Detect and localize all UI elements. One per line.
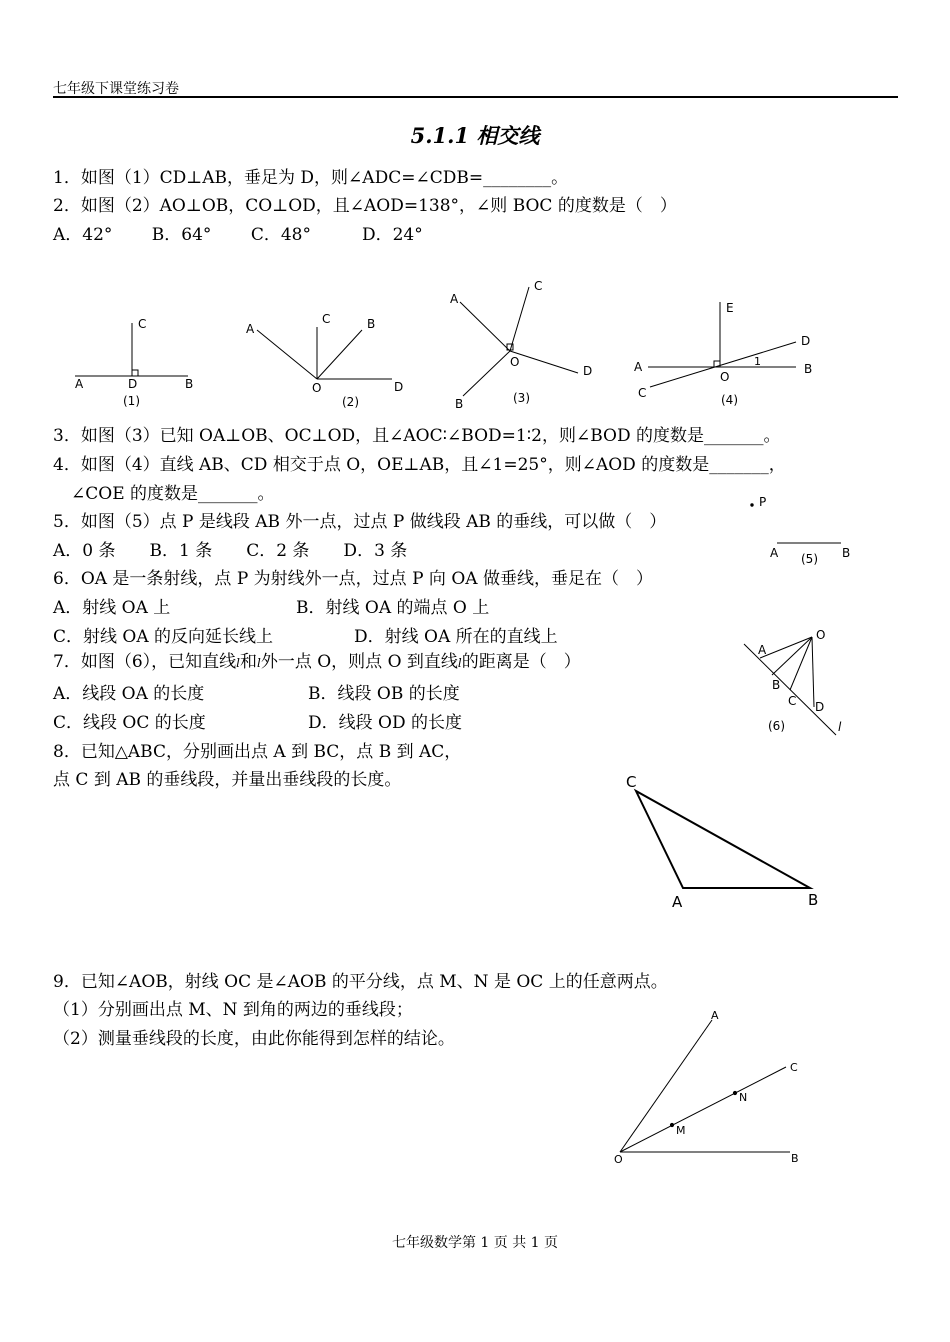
label-d: D (815, 700, 825, 714)
label-l: l (838, 720, 842, 734)
label-c: C (534, 279, 543, 293)
caption: (1) (123, 394, 140, 408)
caption: (4) (721, 393, 738, 407)
question-7-part: 外一点 O，则点 O 到直线 (260, 652, 458, 672)
question-7-part: 和 (239, 652, 257, 672)
ray-ob (463, 351, 510, 396)
label-a: A (75, 377, 84, 391)
label-b: B (455, 397, 464, 411)
label-d: D (801, 334, 811, 348)
label-m: M (676, 1124, 686, 1137)
label-o: O (720, 370, 730, 384)
label-d: D (583, 364, 593, 378)
question-9: 9．已知∠AOB，射线 OC 是∠AOB 的平分线，点 M、N 是 OC 上的任意两点。 (53, 972, 668, 992)
figure-3 (450, 279, 592, 411)
segment-od (812, 637, 814, 707)
question-6-option-a: A．射线 OA 上 (53, 598, 171, 618)
question-6-option-d: D．射线 OA 所在的直线上 (354, 627, 558, 647)
question-6-option-c: C．射线 OA 的反向延长线上 (53, 627, 274, 647)
line-symbol: l (457, 656, 462, 670)
ray-od (510, 351, 578, 373)
question-9-part-2: （2）测量垂线段的长度，由此你能得到怎样的结论。 (53, 1029, 455, 1049)
segment-ob (772, 637, 812, 675)
page-title: 5.1.1 相交线 (410, 123, 540, 148)
ray-oa (460, 302, 510, 351)
question-7-part: 7．如图（6），已知直线 (53, 652, 237, 672)
point-m (670, 1123, 673, 1126)
ray-oc (510, 287, 529, 351)
ray-oa (620, 1020, 712, 1152)
figure-2 (246, 312, 403, 409)
question-1: 1．如图（1）CD⊥AB，垂足为 D，则∠ADC=∠CDB=________。 (53, 168, 569, 188)
page-footer: 七年级数学第 1 页 共 1 页 (391, 1235, 559, 1251)
question-2: 2．如图（2）AO⊥OB，CO⊥OD，且∠AOD=138°，∠则 BOC 的度数是（ ） (53, 196, 677, 216)
question-2-options: A．42° B．64° C．48° D．24° (53, 225, 423, 245)
label-c: C (322, 312, 331, 326)
caption: (3) (513, 391, 530, 405)
ray-oc (620, 1067, 786, 1152)
label-c: C (788, 694, 797, 708)
triangle-abc (636, 791, 810, 888)
figure-angle-bisector (614, 1009, 799, 1166)
label-c: C (138, 317, 147, 331)
label-angle-1: 1 (754, 355, 761, 368)
question-4-cont: ∠COE 的度数是_______。 (71, 484, 275, 504)
caption: (5) (801, 552, 818, 566)
question-6: 6．OA 是一条射线，点 P 为射线外一点，过点 P 向 OA 做垂线，垂足在（ ） (53, 569, 653, 589)
line-symbol: l (256, 656, 261, 670)
question-7-option-d: D．线段 OD 的长度 (308, 713, 463, 733)
label-e: E (726, 301, 734, 315)
question-6-option-b: B．射线 OA 的端点 O 上 (296, 598, 490, 618)
label-b: B (367, 317, 376, 331)
figure-6 (744, 628, 842, 735)
label-b: B (804, 362, 813, 376)
label-a: A (450, 292, 459, 306)
question-8: 8．已知△ABC，分别画出点 A 到 BC，点 B 到 AC， (53, 742, 462, 762)
figure-5 (751, 495, 850, 566)
point-p (751, 504, 753, 506)
point-n (733, 1091, 736, 1094)
label-b: B (185, 377, 194, 391)
label-p: P (759, 495, 767, 509)
label-d: D (394, 380, 404, 394)
question-4: 4．如图（4）直线 AB、CD 相交于点 O，OE⊥AB，且∠1=25°，则∠AOD 的度数是_______， (53, 455, 786, 475)
right-angle-mark (132, 370, 138, 376)
question-9-part-1: （1）分别画出点 M、N 到角的两边的垂线段； (53, 1000, 413, 1020)
label-a: A (758, 643, 767, 657)
label-b: B (808, 891, 819, 909)
label-a: A (246, 322, 255, 336)
label-o: O (510, 355, 520, 369)
question-7-option-b: B．线段 OB 的长度 (308, 684, 460, 704)
label-o: O (614, 1153, 623, 1166)
label-d: D (128, 377, 138, 391)
question-7-part: 的距离是（ ） (461, 652, 581, 672)
label-b: B (842, 546, 851, 560)
label-c: C (638, 386, 647, 400)
figure-1 (75, 317, 193, 408)
label-a: A (711, 1009, 719, 1022)
label-a: A (672, 893, 683, 911)
label-n: N (739, 1091, 748, 1104)
label-o: O (816, 628, 826, 642)
page-header: 七年级下课堂练习卷 (53, 81, 179, 97)
ray-oa (257, 330, 317, 379)
figure-triangle (626, 773, 818, 911)
caption: (6) (768, 719, 785, 733)
label-b: B (772, 678, 781, 692)
question-8-cont: 点 C 到 AB 的垂线段，并量出垂线段的长度。 (53, 770, 402, 790)
label-c: C (790, 1061, 798, 1074)
question-7-option-c: C．线段 OC 的长度 (53, 713, 206, 733)
question-3: 3．如图（3）已知 OA⊥OB、OC⊥OD，且∠AOC∶∠BOD=1∶2，则∠BOD 的度数是_______。 (53, 426, 781, 446)
question-5-options: A．0 条 B．1 条 C．2 条 D．3 条 (53, 541, 408, 561)
figure-4 (634, 301, 812, 407)
label-b: B (791, 1152, 799, 1165)
label-o: O (312, 381, 322, 395)
question-7-option-a: A．线段 OA 的长度 (53, 684, 205, 704)
label-c: C (626, 773, 637, 791)
label-a: A (634, 360, 643, 374)
line-symbol: l (236, 656, 240, 670)
label-a: A (770, 546, 779, 560)
caption: (2) (342, 395, 359, 409)
question-5: 5．如图（5）点 P 是线段 AB 外一点，过点 P 做线段 AB 的垂线，可以做（ ） (53, 512, 667, 532)
ray-ob (317, 330, 362, 379)
